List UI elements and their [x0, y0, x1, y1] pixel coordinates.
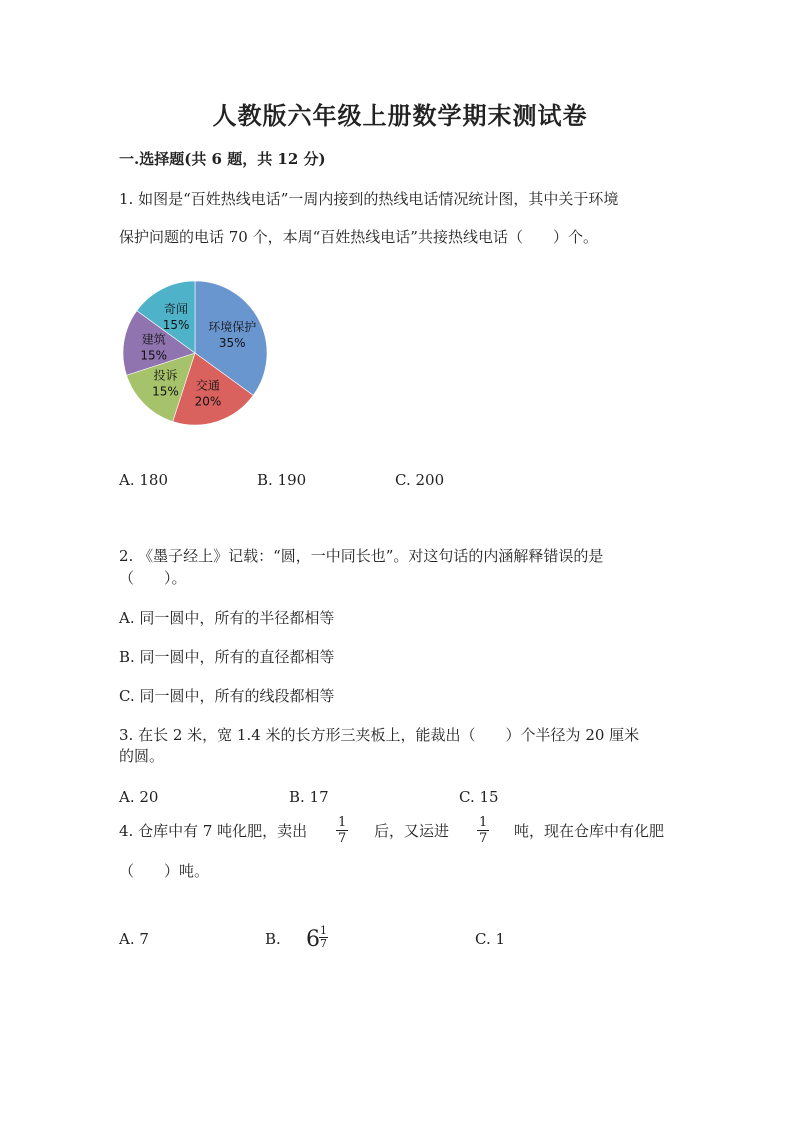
- fraction-numerator: 1: [479, 815, 488, 830]
- q4-fraction-added: [477, 815, 489, 846]
- fraction-denominator: 7: [320, 937, 327, 950]
- pie-slice-label: 建筑: [141, 332, 166, 347]
- pie-slice-label: 环境保护: [208, 320, 257, 335]
- fraction-denominator: 7: [338, 831, 347, 846]
- q3-text-line2: 的圆。: [119, 747, 165, 765]
- q1-text-line1: 1. 如图是“百姓热线电话”一周内接到的热线电话情况统计图，其中关于环境: [119, 190, 619, 208]
- q3-text-line1: 3. 在长 2 米，宽 1.4 米的长方形三夹板上，能裁出（ ）个半径为 20 厘米: [119, 726, 640, 744]
- q2-text-line2: （ ）。: [119, 569, 187, 587]
- q4-text-part3: 吨，现在仓库中有化肥: [514, 822, 665, 840]
- mixed-whole: 6: [306, 927, 320, 952]
- q4-text-line2: （ ）吨。: [119, 862, 210, 880]
- q4-option-a[interactable]: A. 7: [119, 930, 149, 948]
- page-title: 人教版六年级上册数学期末测试卷: [212, 101, 588, 130]
- q4-text-part1: 4. 仓库中有 7 吨化肥，卖出: [119, 822, 308, 840]
- q1-option-c[interactable]: C. 200: [395, 471, 445, 489]
- q3-option-a[interactable]: A. 20: [119, 788, 159, 806]
- section-heading: 一.选择题(共 6 题，共 12 分): [119, 150, 326, 168]
- q4-option-b-label[interactable]: B.: [265, 930, 281, 948]
- q3-option-b[interactable]: B. 17: [289, 788, 329, 806]
- q4-option-b-mixed-number[interactable]: [306, 925, 330, 959]
- pie-slice-percent: 35%: [218, 336, 246, 351]
- q2-option-b[interactable]: B. 同一圆中，所有的直径都相等: [119, 648, 335, 666]
- pie-slice-label: 奇闻: [164, 301, 189, 316]
- pie-chart: [118, 276, 278, 436]
- pie-slice-label: 投诉: [153, 368, 178, 383]
- q2-text-line1: 2. 《墨子经上》记载：“圆，一中同长也”。对这句话的内涵解释错误的是: [119, 547, 604, 565]
- q4-option-c[interactable]: C. 1: [475, 930, 506, 948]
- q1-option-a[interactable]: A. 180: [119, 471, 168, 489]
- pie-slice-label: 交通: [195, 378, 220, 393]
- q3-option-c[interactable]: C. 15: [459, 788, 499, 806]
- fraction-denominator: 7: [479, 831, 488, 846]
- fraction-numerator: 1: [338, 815, 347, 830]
- q1-option-b[interactable]: B. 190: [257, 471, 307, 489]
- q4-text-part2: 后，又运进: [374, 822, 450, 840]
- q4-fraction-sold: [336, 815, 348, 846]
- pie-slice-percent: 20%: [194, 394, 222, 409]
- pie-slice-percent: 15%: [162, 317, 190, 332]
- q2-option-a[interactable]: A. 同一圆中，所有的半径都相等: [119, 609, 335, 627]
- q1-text-line2: 保护问题的电话 70 个，本周“百姓热线电话”共接热线电话（ ）个。: [119, 228, 598, 246]
- mixed-fraction: [319, 925, 328, 950]
- fraction-numerator: 1: [320, 924, 327, 937]
- pie-slice-percent: 15%: [140, 348, 168, 363]
- pie-slice-percent: 15%: [152, 384, 179, 399]
- q2-option-c[interactable]: C. 同一圆中，所有的线段都相等: [119, 687, 335, 705]
